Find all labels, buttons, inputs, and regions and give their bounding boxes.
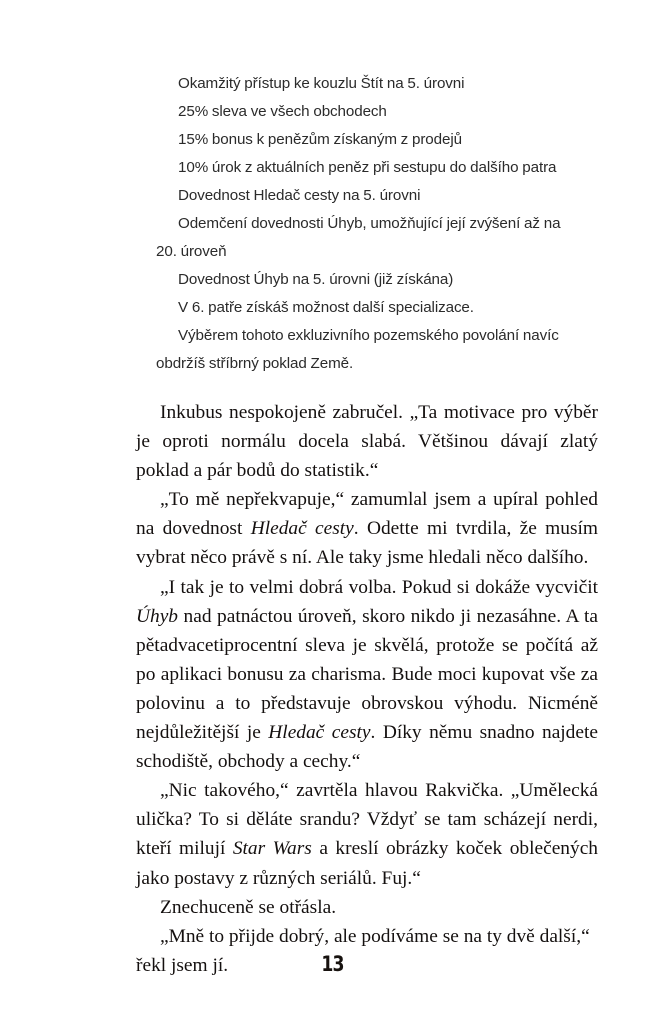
italic-term: Star Wars <box>232 838 312 860</box>
text-run: a kreslí obrázky koček oblečených jako postavy z různých seriálů. Fuj.“ <box>136 838 598 889</box>
paragraph <box>136 893 598 922</box>
page-number: 13 <box>321 952 344 976</box>
italic-term: Hledač cesty <box>250 518 354 540</box>
paragraph <box>136 573 598 777</box>
perk-line: V 6. patře získáš možnost další specializace. <box>178 299 474 316</box>
text-run: Inkubus nespokojeně zabručel. „Ta motivace pro výběr je oproti normálu docela slabá. Většinou dávají zlatý poklad a pár bodů do statistik.“ <box>136 402 598 482</box>
narrative-body-text <box>136 398 598 980</box>
paragraph <box>136 398 598 485</box>
text-run: „Nic takového,“ zavrtěla hlavou Rakvička. „Umělecká ulička? To si děláte srandu? Vždyť se tam scházejí nerdi, kteří milují <box>136 780 598 860</box>
perk-line: Dovednost Úhyb na 5. úrovni (již získána) <box>178 271 454 288</box>
italic-term: Úhyb <box>136 605 179 627</box>
text-run: Znechuceně se otřásla. <box>160 896 337 918</box>
text-run: . Odette mi tvrdila, že musím vybrat něco právě s ní. Ale taky jsme hledali něco dalšího. <box>136 518 598 569</box>
perk-line: 10% úrok z aktuálních peněz při sestupu do dalšího patra <box>178 159 557 176</box>
perk-line: Dovednost Hledač cesty na 5. úrovni <box>178 187 421 204</box>
text-run: „Mně to přijde dobrý, ale podíváme se na ty dvě další,“ řekl jsem jí. <box>136 925 590 976</box>
class-perks-list <box>156 70 574 378</box>
text-run: . Díky němu snadno najdete schodiště, obchody a cechy.“ <box>136 722 598 773</box>
italic-term: Hledač cesty <box>268 722 371 744</box>
text-run: „To mě nepřekvapuje,“ zamumlal jsem a upíral pohled na dovednost <box>136 489 598 540</box>
perk-line: 25% sleva ve všech obchodech <box>178 103 387 120</box>
text-run: nad patnáctou úroveň, skoro nikdo ji nezasáhne. A ta pětadvacetiprocentní sleva je skvělá, protože se počítá až po aplikaci bonusu za charisma. Bude moci kupovat vše za polovinu a to představuje obrovskou výhodu. Nicméně nejdůležitější je <box>136 605 598 744</box>
perk-line: 15% bonus k penězům získaným z prodejů <box>178 131 462 148</box>
paragraph <box>136 776 598 892</box>
text-run: „I tak je to velmi dobrá volba. Pokud si dokáže vycvičit <box>160 576 598 598</box>
paragraph <box>136 485 598 572</box>
perk-line: Okamžitý přístup ke kouzlu Štít na 5. úrovni <box>178 75 465 92</box>
perk-line: Výběrem tohoto exkluzivního pozemského povolání navíc obdržíš stříbrný poklad Země. <box>156 327 559 372</box>
perk-line: Odemčení dovednosti Úhyb, umožňující její zvýšení až na 20. úroveň <box>156 215 561 260</box>
